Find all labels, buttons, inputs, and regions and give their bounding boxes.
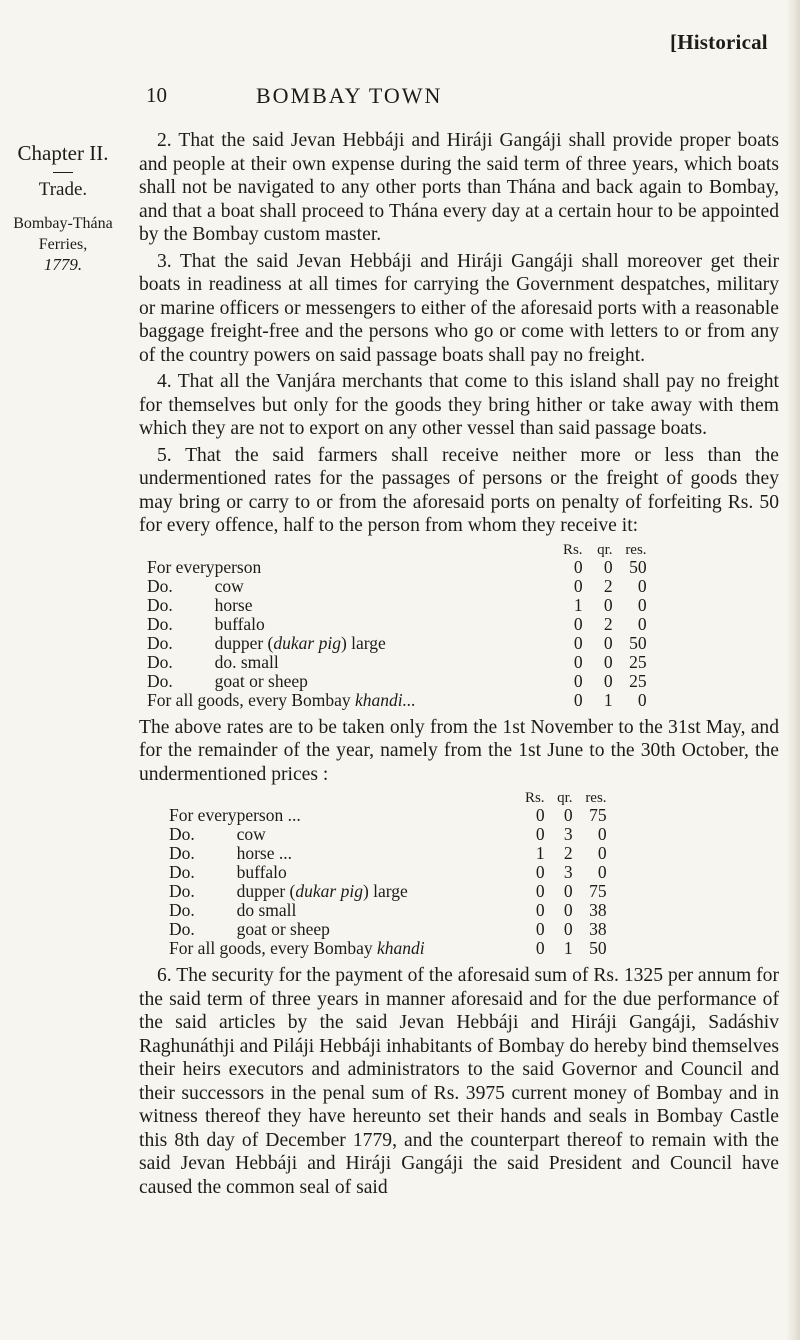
cell-rs: 1 [573,594,583,615]
row-label: Do. [147,651,173,672]
row-description: buffalo [236,862,287,882]
cell-rs: 1 [535,843,545,863]
cell-res: 38 [589,900,607,920]
margin-note [8,140,118,275]
cell-qr: 0 [603,632,613,653]
cell-res: 0 [637,594,647,615]
table-row [169,825,607,844]
row-label: For every [169,805,237,825]
row-label: Do. [169,881,195,901]
cell-rs: 0 [573,613,583,634]
cell-res: 50 [629,556,647,577]
row-description: goat or sheep [236,919,330,939]
page-number: 10 [146,83,167,107]
row-unit: khandi [377,938,425,958]
cell-qr: 3 [563,824,573,844]
table-row [169,863,607,882]
cell-rs: 0 [535,862,545,882]
col-header-res: res. [625,541,647,558]
table-row [169,806,607,825]
cell-rs: 0 [573,670,583,691]
paragraph-3: 3. That the said Jevan Hebbáji and Hiráji Gangáji shall moreover get their boats in readiness at all times for carrying the Government despatches, military or marine officers or messengers to either of the aforesaid ports with a reasonable baggage freight-free and the persons who go or come with letters to or from any of the country powers on said passage boats shall pay no freight. [139,250,779,366]
cell-res: 0 [637,689,647,710]
table-row [147,634,647,653]
row-unit: khandi... [355,689,416,710]
row-description: dupper (dukar pig) large [236,881,408,901]
cell-rs: 0 [535,881,545,901]
row-label: Do. [169,824,195,844]
table-row [147,672,647,691]
row-description: person [214,556,262,577]
margin-year: 1779. [43,255,83,274]
cell-res: 50 [629,632,647,653]
table-row [147,577,647,596]
cell-qr: 0 [603,670,613,691]
row-label: Do. [169,862,195,882]
cell-res: 0 [637,575,647,596]
row-description: person ... [236,805,301,825]
row-label: For every [147,556,215,577]
cell-qr: 2 [563,843,573,863]
cell-rs: 0 [573,632,583,653]
cell-qr: 0 [563,919,573,939]
cell-res: 75 [589,881,607,901]
cell-qr: 1 [603,689,613,710]
cell-res: 75 [589,805,607,825]
cell-res: 0 [597,862,607,882]
table-header-row [169,790,607,806]
cell-rs: 0 [535,919,545,939]
cell-qr: 3 [563,862,573,882]
table-row [147,691,647,710]
cell-qr: 0 [603,556,613,577]
cell-rs: 0 [573,556,583,577]
cell-rs: 0 [535,805,545,825]
cell-rs: 0 [535,824,545,844]
row-description: horse ... [236,843,292,863]
row-description: dupper (dukar pig) large [214,632,386,653]
row-label: Do. [169,919,195,939]
cell-rs: 0 [573,689,583,710]
row-description: cow [214,575,244,596]
table-row [147,653,647,672]
table-row [169,901,607,920]
margin-subject: Bombay-Thána Ferries, [13,215,113,253]
table-row [147,596,647,615]
margin-chapter: Chapter II. [17,141,109,165]
table-row [169,844,607,863]
cell-rs: 0 [535,900,545,920]
cell-qr: 0 [563,881,573,901]
cell-rs: 0 [573,651,583,672]
paragraph-2: 2. That the said Jevan Hebbáji and Hiráji Gangáji shall provide proper boats and people at their own expense during the said term of three years, which boats shall not be navigated to any other ports than Thána and back again to Bombay, and that a boat shall proceed to Thána every day at a certain hour to be appointed by the Bombay custom master. [139,130,779,245]
row-label: Do. [147,575,173,596]
margin-section: Trade. [38,179,88,200]
paragraph-seasonal-rates: The above rates are to be taken only from the 1st November to the 31st May, and for the remainder of the year, namely from the 1st June to the 30th October, the undermentioned prices : [139,716,779,785]
row-label: Do. [147,670,173,691]
cell-qr: 0 [563,900,573,920]
cell-qr: 0 [603,651,613,672]
cell-res: 0 [637,613,647,634]
table-row [169,882,607,901]
row-description: cow [236,824,266,844]
row-description: do small [236,900,297,920]
table-header-row [147,542,647,558]
row-label: For all goods, every Bombay [147,689,356,710]
paragraph-4: 4. That all the Vanjára merchants that come to this island shall pay no freight for themselves but only for the goods they bring hither or take away with them which they are not to export on any other vessel than said passage boats. [139,371,779,439]
margin-rule [53,172,73,173]
cell-rs: 0 [535,938,545,958]
table-row [147,615,647,634]
table-row [169,939,607,958]
row-description: buffalo [214,613,265,634]
col-header-rs: Rs. [562,541,583,558]
row-description: goat or sheep [214,670,308,691]
rates-table-winter [147,542,647,710]
cell-qr: 0 [563,805,573,825]
row-description: horse [214,594,253,615]
row-label: Do. [169,843,195,863]
cell-res: 25 [629,670,647,691]
cell-res: 50 [589,938,607,958]
row-description [147,691,541,710]
cell-qr: 0 [603,594,613,615]
body-text [139,129,779,1202]
cell-res: 0 [597,824,607,844]
col-header-qr: qr. [557,790,573,806]
col-header-qr: qr. [597,541,613,558]
table-row [147,558,647,577]
row-label: Do. [147,632,173,653]
row-label: For all goods, every Bombay [169,938,378,958]
cell-res: 0 [597,843,607,863]
rates-table-monsoon [169,790,607,958]
paragraph-6: 6. The security for the payment of the aforesaid sum of Rs. 1325 per annum for the said term of three years in manner aforesaid and for the due performance of the said articles by the said Jevan Hebbáji and Hiráji Gangáji, Sadáshiv Raghunáthji and Piláji Hebbáji inhabitants of Bombay do hereby bind themselves their heirs executors and administrators to the said Governor and Council and their successors in the penal sum of Rs. 3975 current money of Bombay and in witness thereof they have hereunto set their hands and seals in Bombay Castle this 8th day of December 1779, and the counterpart thereof to remain with the said Jevan Hebbáji and Hiráji Gangáji the said President and Council have caused the common seal of said [139,965,779,1198]
cell-qr: 2 [603,575,613,596]
cell-qr: 2 [603,613,613,634]
cell-res: 25 [629,651,647,672]
running-title: BOMBAY TOWN [256,83,443,108]
row-label: Do. [147,613,173,634]
row-label: Do. [147,594,173,615]
row-label: Do. [169,900,195,920]
row-description [169,939,505,958]
cell-qr: 1 [563,938,573,958]
section-tag: [Historical [670,30,768,54]
cell-res: 38 [589,919,607,939]
cell-rs: 0 [573,575,583,596]
page-edge [786,0,800,1340]
row-description: do. small [214,651,279,672]
table-row [169,920,607,939]
col-header-rs: Rs. [524,790,545,806]
paragraph-5: 5. That the said farmers shall receive neither more or less than the undermentioned rates for the passages of persons or the freight of goods they may bring or carry to or from the aforesaid ports on penalty of forfeiting Rs. 50 for every offence, half to the person from whom they receive it: [139,444,779,536]
col-header-res: res. [585,790,607,806]
